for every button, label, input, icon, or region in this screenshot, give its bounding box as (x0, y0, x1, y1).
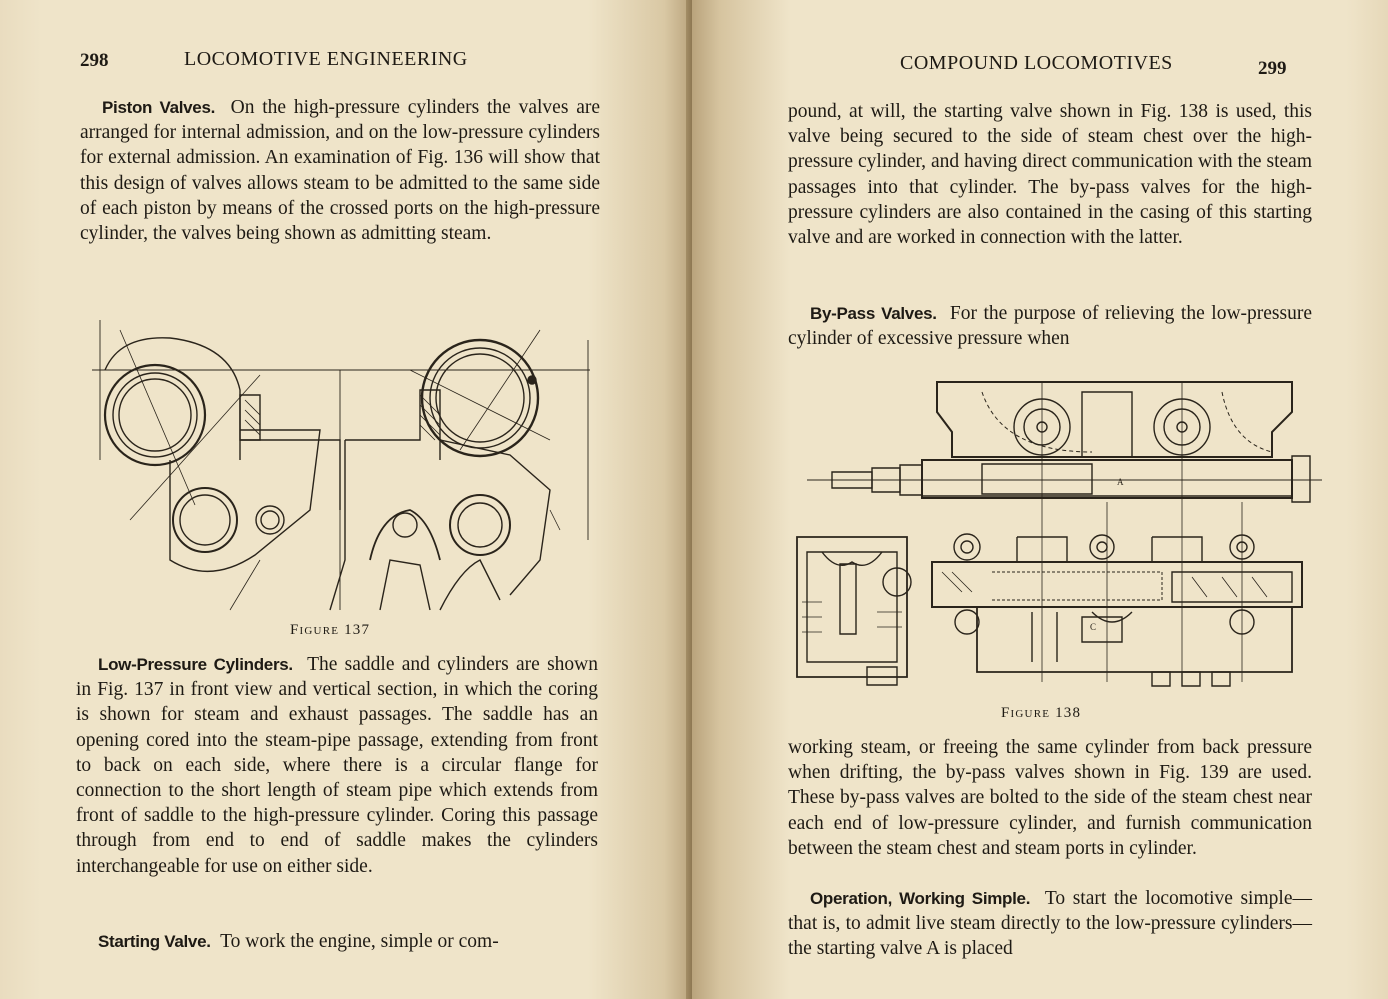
paragraph-text: The saddle and cylinders are shown in Fig. 137 in front view and vertical section, in which the coring is shown for steam and exhaust passages. The saddle has an opening cored into the steam-pipe passage, extending from front to back on each side, where there is a circular flange for connection to the short length of steam pipe which extends from front of saddle to the high-pressure cylinder. Coring this passage through from end to end of saddle makes the cylinders interchangeable for use on either side. (76, 654, 598, 877)
paragraph-text: On the high-pressure cylinders the valves are arranged for internal admission, and on the low-pressure cylinders for external admission. An examination of Fig. 136 will show that this design of valves allows steam to be admitted to the same side of each piston by means of the crossed ports on the high-pressure cylinder, the valves being shown as admitting steam. (80, 97, 600, 245)
section-heading: By-Pass Valves. (810, 304, 937, 323)
running-head: COMPOUND LOCOMOTIVES (900, 52, 1173, 74)
paragraph-text: pound, at will, the starting valve shown in Fig. 138 is used, this valve being secured to the side of steam chest over the high-pressure cylinder, and having direct communication with the steam passages into that cylinder. The by-pass valves for the high-pressure cylinders are also contained in the casing of this starting valve and are worked in connection with the latter. (788, 101, 1312, 249)
low-pressure-paragraph (76, 652, 598, 879)
piston-valves-paragraph (80, 95, 600, 246)
by-pass-continued-paragraph (788, 735, 1312, 861)
section-heading: Operation, Working Simple. (810, 889, 1031, 908)
section-heading: Starting Valve. (98, 932, 211, 951)
figure-137-drawing (80, 310, 610, 626)
figure-caption: Figure 137 (290, 622, 371, 638)
paragraph-text: working steam, or freeing the same cylinder from back pressure when drifting, the by-pass valves shown in Fig. 139 are used. These by-pass valves are bolted to the side of the steam chest near each end of low-pressure cylinder, and furnish communication between the steam chest and steam ports in cylinder. (788, 737, 1312, 859)
right-page (692, 0, 1388, 999)
figure-caption: Figure 138 (1001, 705, 1082, 721)
figure-label-a: A (1117, 477, 1124, 487)
starting-valve-paragraph (76, 929, 598, 954)
operation-paragraph (788, 886, 1312, 962)
figure-138-drawing (792, 372, 1327, 702)
by-pass-valves-paragraph (788, 301, 1312, 351)
figure-label-c: C (1090, 622, 1097, 632)
section-heading: Piston Valves. (102, 98, 216, 117)
page-number: 298 (80, 50, 109, 71)
paragraph-text: For the purpose of relieving the low-pressure cylinder of excessive pressure when (788, 303, 1313, 350)
running-head: LOCOMOTIVE ENGINEERING (184, 48, 468, 70)
paragraph-text: To work the engine, simple or com- (220, 931, 499, 952)
page-number: 299 (1258, 58, 1287, 79)
section-heading: Low-Pressure Cylinders. (98, 655, 293, 674)
continued-paragraph (788, 99, 1312, 250)
paragraph-text: To start the locomotive simple—that is, to admit live steam directly to the low-pressure cylinders—the starting valve A is placed (788, 888, 1312, 960)
left-page (0, 0, 692, 999)
